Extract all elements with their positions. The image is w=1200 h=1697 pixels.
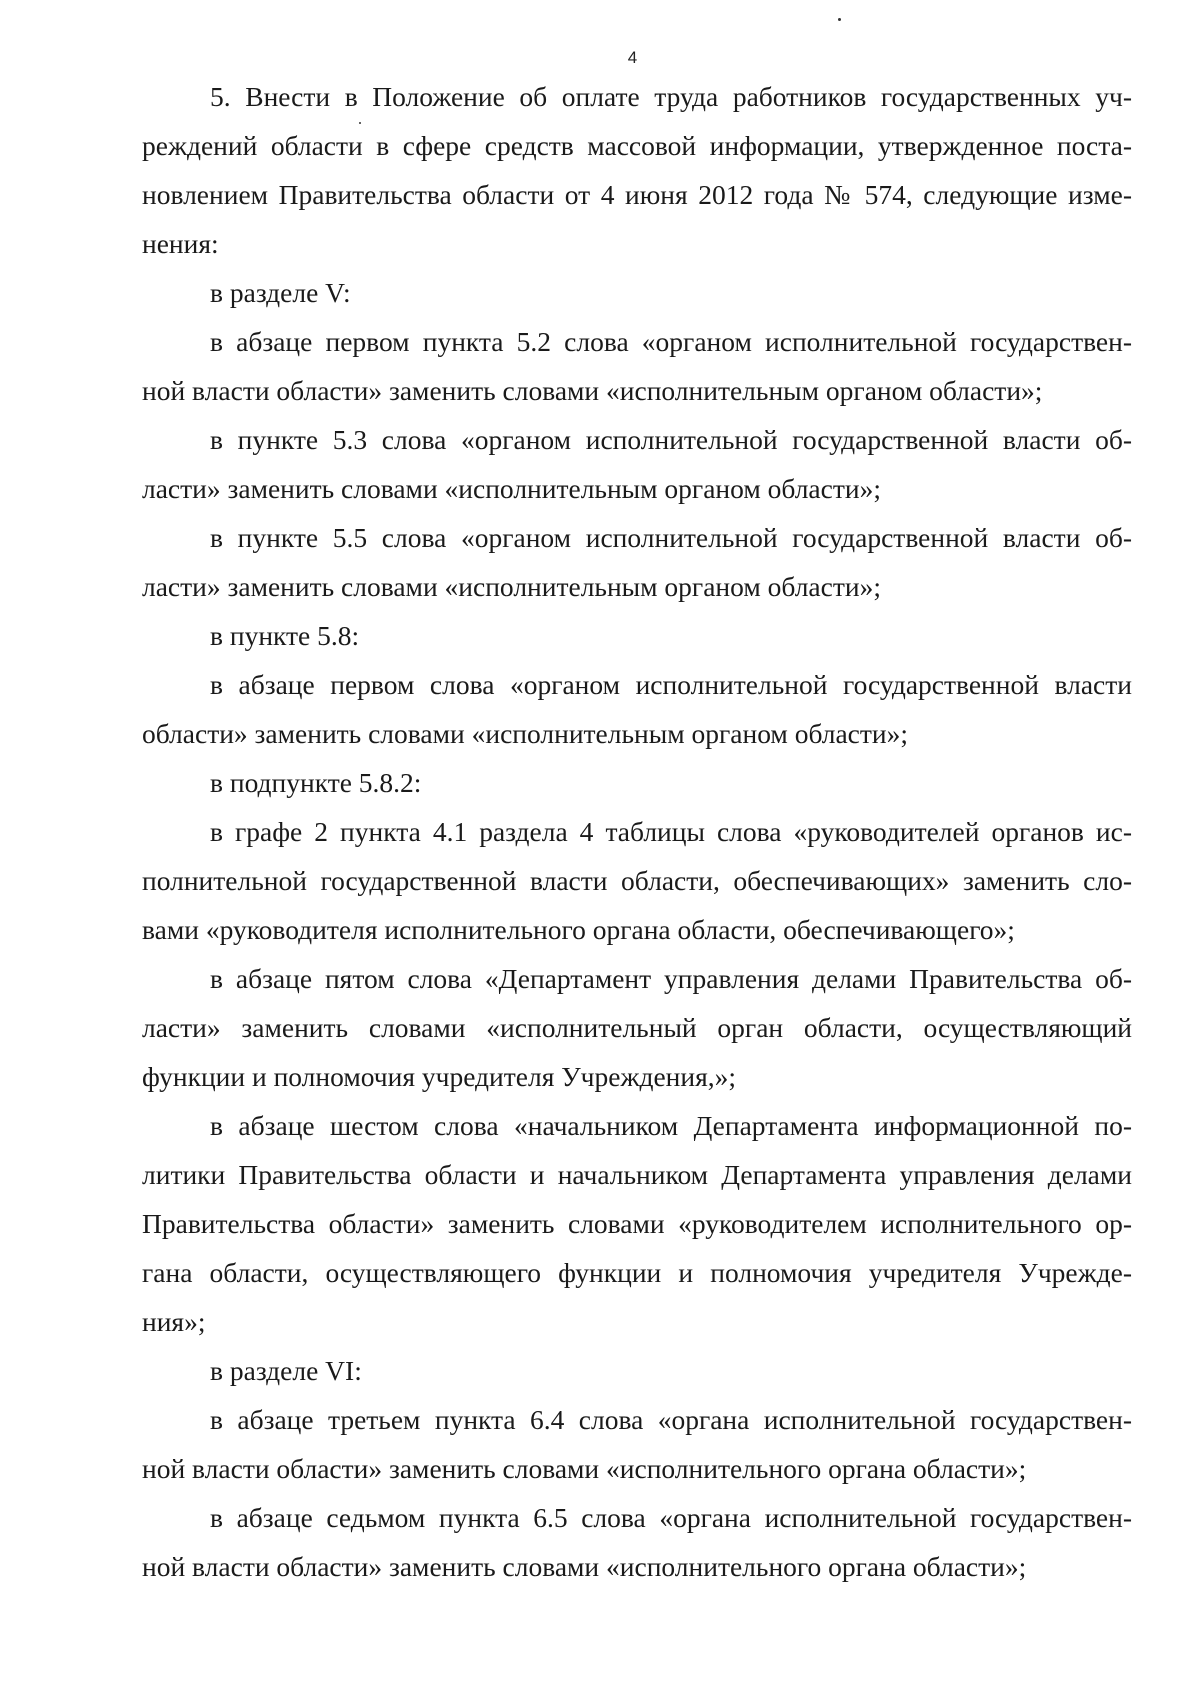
- text-line: Правительства области» заменить словами «руководителем исполнительного ор-: [142, 1208, 1132, 1239]
- text-line: в абзаце третьем пункта 6.4 слова «органа исполнительной государствен-: [210, 1404, 1132, 1435]
- text-line: реждений области в сфере средств массовой информации, утвержденное поста-: [142, 130, 1132, 161]
- paragraph-table-column-2: [142, 807, 1132, 954]
- text-line: ласти» заменить словами «исполнительным органом области»;: [142, 571, 881, 602]
- text-line: гана области, осуществляющего функции и полномочия учредителя Учрежде-: [142, 1257, 1132, 1288]
- scan-speck: [359, 122, 361, 124]
- text-line: в подпункте 5.8.2:: [210, 767, 422, 798]
- text-line: ной власти области» заменить словами «исполнительного органа области»;: [142, 1551, 1027, 1582]
- paragraph-item-5-5: [142, 513, 1132, 611]
- text-line: области» заменить словами «исполнительным органом области»;: [142, 718, 909, 749]
- text-line: ной власти области» заменить словами «исполнительным органом области»;: [142, 375, 1043, 406]
- text-line: в пункте 5.8:: [210, 620, 360, 651]
- page-number: 4: [627, 48, 638, 67]
- paragraph-item-5-3: [142, 415, 1132, 513]
- text-line: в абзаце первом пункта 5.2 слова «органом исполнительной государствен-: [210, 326, 1132, 357]
- paragraph-item-6-4: [142, 1395, 1132, 1493]
- paragraph-sixth-abzac: [142, 1101, 1132, 1346]
- text-line: в абзаце первом слова «органом исполнительной государственной власти: [210, 669, 1132, 700]
- text-line: новлением Правительства области от 4 июня 2012 года № 574, следующие изме-: [142, 179, 1132, 210]
- paragraph-item-5-8: [142, 611, 1132, 660]
- text-line: полнительной государственной власти области, обеспечивающих» заменить сло-: [142, 865, 1132, 896]
- text-line: в пункте 5.5 слова «органом исполнительной государственной власти об-: [210, 522, 1132, 553]
- text-line: в пункте 5.3 слова «органом исполнительной государственной власти об-: [210, 424, 1132, 455]
- text-line: литики Правительства области и начальником Департамента управления делами: [142, 1159, 1132, 1190]
- paragraph-amendment-intro: [142, 72, 1132, 268]
- paragraph-item-5-2: [142, 317, 1132, 415]
- text-line: 5. Внести в Положение об оплате труда работников государственных уч-: [210, 81, 1132, 112]
- paragraph-item-6-5: [142, 1493, 1132, 1591]
- paragraph-item-5-8-first: [142, 660, 1132, 758]
- text-line: функции и полномочия учредителя Учреждения,»;: [142, 1061, 737, 1092]
- text-line: ласти» заменить словами «исполнительным органом области»;: [142, 473, 881, 504]
- text-line: в абзаце шестом слова «начальником Департамента информационной по-: [210, 1110, 1132, 1141]
- text-line: в абзаце пятом слова «Департамент управления делами Правительства об-: [210, 963, 1132, 994]
- text-line: ния»;: [142, 1306, 206, 1337]
- paragraph-section-v: [142, 268, 1132, 317]
- paragraph-subitem-5-8-2: [142, 758, 1132, 807]
- text-line: в абзаце седьмом пункта 6.5 слова «органа исполнительной государствен-: [210, 1502, 1132, 1533]
- text-line: ной власти области» заменить словами «исполнительного органа области»;: [142, 1453, 1027, 1484]
- paragraph-section-vi: [142, 1346, 1132, 1395]
- text-line: ласти» заменить словами «исполнительный орган области, осуществляющий: [142, 1012, 1132, 1043]
- text-line: вами «руководителя исполнительного органа области, обеспечивающего»;: [142, 914, 1015, 945]
- text-line: в графе 2 пункта 4.1 раздела 4 таблицы слова «руководителей органов ис-: [210, 816, 1132, 847]
- document-body: [142, 72, 1132, 1591]
- paragraph-fifth-abzac: [142, 954, 1132, 1101]
- text-line: в разделе V:: [210, 277, 351, 308]
- scan-speck: [838, 18, 841, 21]
- text-line: в разделе VI:: [210, 1355, 362, 1386]
- text-line: нения:: [142, 228, 219, 259]
